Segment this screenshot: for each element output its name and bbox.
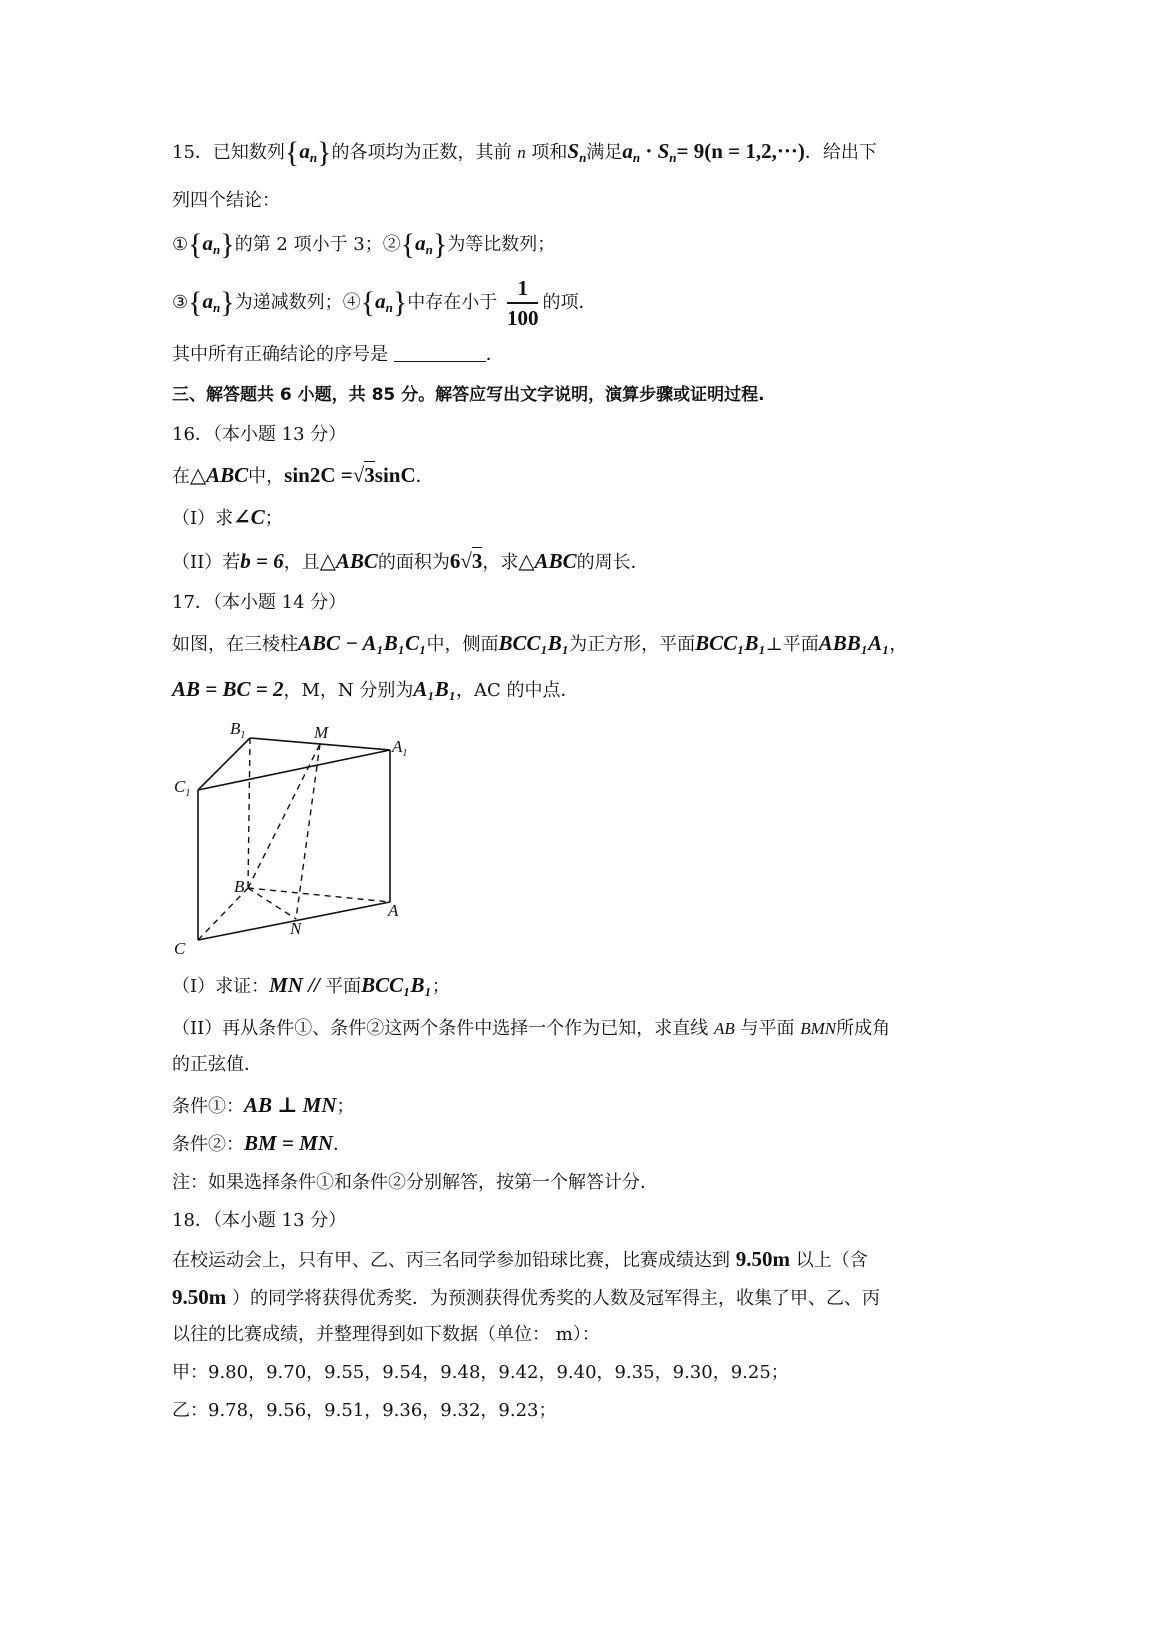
text: ）的同学将获得优秀奖．为预测获得优秀奖的人数及冠军得主，收集了甲、乙、丙 [231, 1288, 880, 1309]
part-label: （I）求证： [172, 976, 270, 997]
text: ，AC 的中点． [456, 680, 579, 701]
label-C1: $C_1$ [174, 777, 191, 799]
q16-part-i [172, 504, 283, 532]
label-B: B [234, 877, 245, 896]
text: ； [336, 1096, 355, 1117]
conclusion-2: 为等比数列； [447, 234, 556, 255]
text: ，求 [482, 552, 519, 573]
q15-text: 项和 [531, 142, 568, 163]
q15-conclusions-3-4: $③\{a_n\}$为递减数列；$④\{a_n\}$中存在小于 $\frac{1}{100}$ 的项． [172, 276, 597, 330]
ask-end: ． [485, 344, 504, 365]
circle-1: ① [172, 234, 189, 255]
text: ， [889, 634, 908, 655]
q15-ask [172, 342, 504, 368]
seq-a: a [202, 289, 214, 313]
label-M: M [314, 723, 329, 742]
seq-n: n [213, 300, 221, 315]
q17-head: 17．（本小题 14 分） [172, 592, 347, 613]
seq-n: n [425, 242, 433, 257]
conclusion-1: 的第 2 项小于 3； [234, 234, 383, 255]
segment-MN [296, 744, 320, 919]
q15-text: 的各项均为正数，其前 [331, 142, 512, 163]
text: 如图，在三棱柱 [172, 634, 298, 655]
area-coef: 6 [449, 549, 461, 573]
seq-a: a [415, 231, 426, 255]
line-AB: AB [713, 1019, 735, 1038]
condition-2-math: BM = MN [244, 1131, 333, 1155]
triangle-ABC: △ABC [518, 549, 577, 573]
seq-n: n [385, 300, 393, 315]
sub-n: n [669, 150, 677, 165]
mn-parallel: MN // [269, 973, 326, 997]
sub-n: n [632, 150, 641, 165]
circle-4: ④ [342, 292, 361, 313]
b-equals-6: b = 6 [240, 549, 284, 573]
triangle-ABC: △ABC [190, 463, 249, 487]
brace-left: { [284, 136, 300, 169]
condition-1-math: AB ⊥ MN [244, 1093, 337, 1117]
text: 以上（含 [795, 1250, 868, 1271]
equation-tail: sinC [374, 463, 416, 487]
q18-line3: 以往的比赛成绩，并整理得到如下数据（单位： m）： [172, 1324, 600, 1345]
text: ，M，N 分别为 [283, 680, 414, 701]
fraction-1-100 [507, 277, 539, 329]
text: 中，侧面 [426, 634, 499, 655]
q17-condition-2 [172, 1130, 351, 1158]
text: 的面积为 [377, 552, 450, 573]
conclusion-4-tail: 的项． [542, 292, 597, 313]
prism-name: ABC − A₁B₁C₁ [298, 631, 427, 655]
seq-n: n [213, 242, 221, 257]
q17-part-ii-line1 [172, 1016, 890, 1042]
sqrt-3: 3 [364, 463, 375, 487]
plane-BMN: BMN [800, 1019, 837, 1038]
face-BCC1B1: BCC₁B₁ [498, 631, 570, 655]
q15-text: ．给出下 [804, 142, 877, 163]
brace-right: } [317, 136, 332, 169]
label-B1: $B_1$ [230, 719, 246, 741]
text: ； [264, 508, 283, 529]
face-BCC1B1: BCC₁B₁ [695, 631, 766, 655]
var-n: n [517, 143, 526, 162]
text: 平面 [782, 634, 819, 655]
edge-BA [248, 888, 390, 902]
q16-head: 16．（本小题 13 分） [172, 424, 347, 445]
sub-n: n [579, 150, 587, 165]
text: ． [415, 466, 434, 487]
edge-C1A1 [198, 750, 390, 790]
text: 与平面 [740, 1018, 795, 1039]
equation: sin2C = [284, 463, 353, 487]
text: 的周长． [576, 552, 649, 573]
var-S: S [657, 139, 670, 163]
label-C: C [174, 939, 186, 958]
condition-label: 条件②： [172, 1134, 244, 1155]
q17-part-i [172, 972, 450, 1000]
q18-yi-scores: 乙：9.78，9.56，9.51，9.36，9.32，9.23； [172, 1400, 557, 1421]
q15-line2: 列四个结论： [172, 190, 280, 211]
q18-line2 [172, 1284, 880, 1312]
q18-line1 [172, 1246, 868, 1274]
score-threshold: 9.50m [735, 1247, 790, 1271]
section-3-heading: 三、解答题共 6 小题，共 85 分。解答应写出文字说明，演算步骤或证明过程. [172, 385, 765, 405]
var-S: S [567, 139, 580, 163]
text: 在校运动会上，只有甲、乙、丙三名同学参加铅球比赛，比赛成绩达到 [172, 1250, 730, 1271]
text: ； [431, 976, 450, 997]
q17-line2 [172, 676, 579, 704]
text: 在 [172, 466, 190, 487]
q17-part-ii-line2: 的正弦值． [172, 1054, 262, 1075]
angle-C: ∠C [233, 505, 265, 529]
q17-line1 [172, 630, 907, 658]
q18-jia-scores: 甲：9.80，9.70，9.55，9.54，9.48，9.42，9.40，9.35，9.30，9.25； [172, 1362, 789, 1383]
sqrt-3: 3 [471, 549, 483, 573]
fraction-denominator: 100 [506, 306, 539, 330]
q15-text: 已知数列 [212, 142, 285, 163]
text: 所成角 [836, 1018, 891, 1039]
edge-C1B1 [198, 738, 250, 790]
seq-a: a [375, 289, 386, 313]
formula-tail: = 9(n = 1,2,···) [676, 139, 805, 163]
text: 为正方形，平面 [569, 634, 696, 655]
q15-line1: 15．已知数列$\{a_n\}$的各项均为正数，其前 n 项和$S_n$满足$a_n \cdot S_n= 9(n = 1,2,\cdot\cdot\cdot)$．给出下 [172, 136, 877, 169]
conclusion-4: 中存在小于 [407, 292, 498, 313]
var-a: a [622, 139, 633, 163]
text: ，且 [283, 552, 320, 573]
text: 平面 [325, 976, 362, 997]
q18-head: 18．（本小题 13 分） [172, 1210, 347, 1231]
face-ABB1A1: ABB₁A₁ [818, 631, 890, 655]
q15-text: 满足 [586, 142, 623, 163]
q16-statement: 在△ABC中，sin2C =√3sinC． [172, 463, 434, 487]
q17-condition-1 [172, 1092, 355, 1120]
answer-blank[interactable] [394, 343, 486, 362]
circle-3: ③ [172, 292, 189, 313]
q17-note: 注：如果选择条件①和条件②分别解答，按第一个解答计分． [172, 1172, 658, 1193]
seq-a: a [202, 231, 214, 255]
conclusion-3: 为递减数列； [234, 292, 343, 313]
perp-symbol: ⊥ [765, 634, 783, 655]
seq-n: n [309, 150, 318, 165]
ab-bc-2: AB = BC = 2 [172, 677, 284, 701]
score-threshold: 9.50m [172, 1285, 227, 1309]
text: （II）再从条件①、条件②这两个条件中选择一个作为已知，求直线 [172, 1018, 709, 1039]
segment-BN [248, 888, 296, 919]
text: 中， [248, 466, 285, 487]
text: ． [332, 1134, 351, 1155]
seq-a: a [299, 139, 310, 163]
condition-label: 条件①： [172, 1096, 244, 1117]
triangle-ABC: △ABC [319, 549, 378, 573]
label-A: A [388, 901, 399, 920]
ask-text: 其中所有正确结论的序号是 [172, 344, 388, 365]
label-A1: $A_1$ [392, 737, 408, 759]
label-N: N [290, 919, 302, 938]
segment-A1B1: A₁B₁ [413, 677, 457, 701]
q15-number: 15． [172, 142, 213, 163]
face-BCC1B1: BCC₁B₁ [361, 973, 432, 997]
fraction-numerator: 1 [517, 276, 528, 300]
edge-B1B [248, 738, 250, 888]
prism-figure [168, 716, 428, 966]
circle-2: ② [382, 234, 401, 255]
segment-BM [248, 744, 320, 888]
q15-conclusions-1-2: $①\{a_n\}$的第 2 项小于 3；$②\{a_n\}$为等比数列； [172, 228, 556, 261]
part-label: （I）求 [172, 508, 234, 529]
part-label: （II）若 [172, 552, 241, 573]
q16-part-ii: （II）若b = 6，且△ABC的面积为6√3，求△ABC的周长． [172, 549, 649, 573]
